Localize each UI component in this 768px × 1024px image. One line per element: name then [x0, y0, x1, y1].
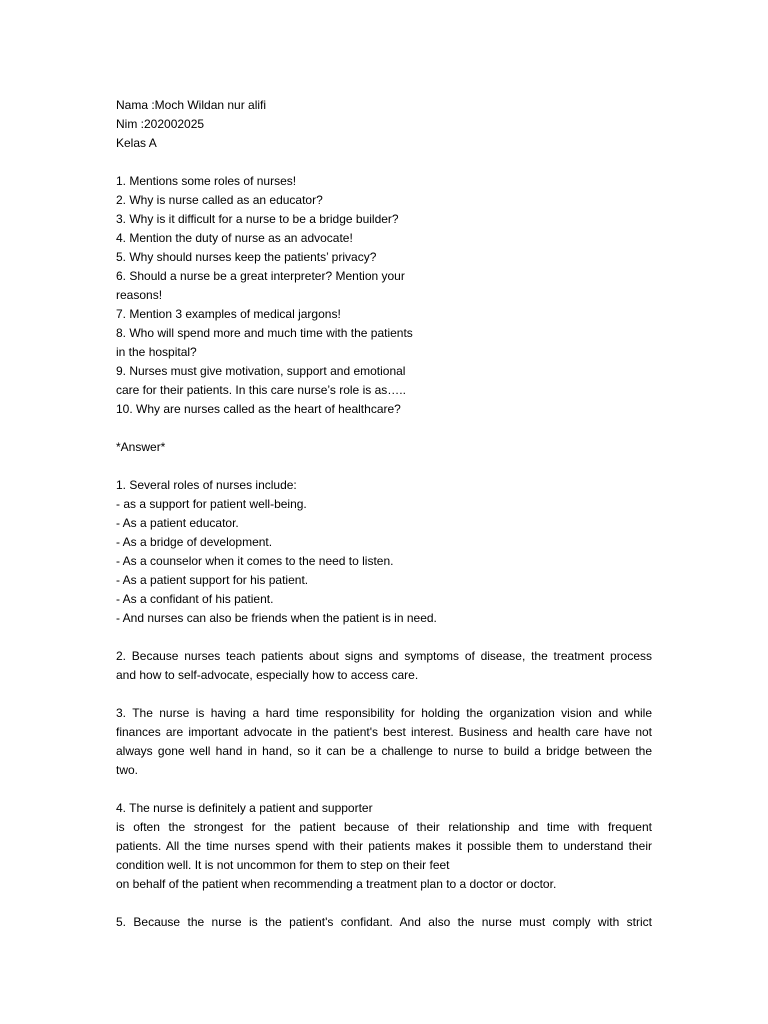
question-line: 7. Mention 3 examples of medical jargons! [116, 307, 341, 321]
answer-line: condition well. It is not uncommon for them to step on their feet [116, 858, 450, 872]
answer-line: 4. The nurse is definitely a patient and supporter [116, 801, 373, 815]
answer-1 [116, 476, 652, 628]
spacer [116, 153, 652, 172]
answer-line: 2. Because nurses teach patients about signs and symptoms of disease, the treatment process [116, 649, 652, 663]
answer-line: finances are important advocate in the patient's best interest. Business and health care have not [116, 725, 652, 739]
spacer [116, 419, 652, 438]
student-class: Kelas A [116, 136, 157, 150]
answer-line: - And nurses can also be friends when the patient is in need. [116, 611, 437, 625]
question-line: 9. Nurses must give motivation, support and emotional [116, 364, 406, 378]
question-line: 8. Who will spend more and much time with the patients [116, 326, 413, 340]
question-line: 4. Mention the duty of nurse as an advocate! [116, 231, 353, 245]
question-line: in the hospital? [116, 345, 197, 359]
answer-line: 5. Because the nurse is the patient's confidant. And also the nurse must comply with strict [116, 915, 652, 929]
question-line: 6. Should a nurse be a great interpreter? Mention your [116, 269, 405, 283]
answer-heading: *Answer* [116, 440, 166, 454]
answer-line: - As a patient support for his patient. [116, 573, 309, 587]
question-line: 2. Why is nurse called as an educator? [116, 193, 323, 207]
spacer [116, 628, 652, 647]
answer-line: 3. The nurse is having a hard time responsibility for holding the organization vision and while [116, 706, 652, 720]
question-line: 10. Why are nurses called as the heart of healthcare? [116, 402, 401, 416]
answer-line: 1. Several roles of nurses include: [116, 478, 297, 492]
answer-line: - As a counselor when it comes to the need to listen. [116, 554, 394, 568]
answer-line: - As a bridge of development. [116, 535, 273, 549]
question-line: 1. Mentions some roles of nurses! [116, 174, 297, 188]
answer-line: on behalf of the patient when recommending a treatment plan to a doctor or doctor. [116, 877, 557, 891]
answer-line: - As a patient educator. [116, 516, 239, 530]
spacer [116, 685, 652, 704]
spacer [116, 457, 652, 476]
student-nim: Nim :202002025 [116, 117, 205, 131]
spacer [116, 780, 652, 799]
answer-line: and how to self-advocate, especially how to access care. [116, 668, 419, 682]
answer-line: two. [116, 763, 139, 777]
answer-5 [116, 913, 652, 932]
answer-3 [116, 704, 652, 780]
answer-line: - As a confidant of his patient. [116, 592, 274, 606]
question-line: care for their patients. In this care nurse’s role is as….. [116, 383, 406, 397]
answer-line: - as a support for patient well-being. [116, 497, 307, 511]
student-name: Nama :Moch Wildan nur alifi [116, 98, 267, 112]
answer-2 [116, 647, 652, 685]
question-list [116, 172, 652, 419]
question-line: 3. Why is it difficult for a nurse to be a bridge builder? [116, 212, 399, 226]
answer-line: always gone well hand in hand, so it can be a challenge to nurse to build a bridge between the [116, 744, 652, 758]
spacer [116, 894, 652, 913]
answer-line: patients. All the time nurses spend with their patients makes it possible them to understand their [116, 839, 652, 853]
question-line: 5. Why should nurses keep the patients’ privacy? [116, 250, 377, 264]
answer-line: is often the strongest for the patient because of their relationship and time with frequent [116, 820, 652, 834]
question-line: reasons! [116, 288, 163, 302]
answer-4 [116, 799, 652, 894]
document-body [116, 96, 652, 932]
